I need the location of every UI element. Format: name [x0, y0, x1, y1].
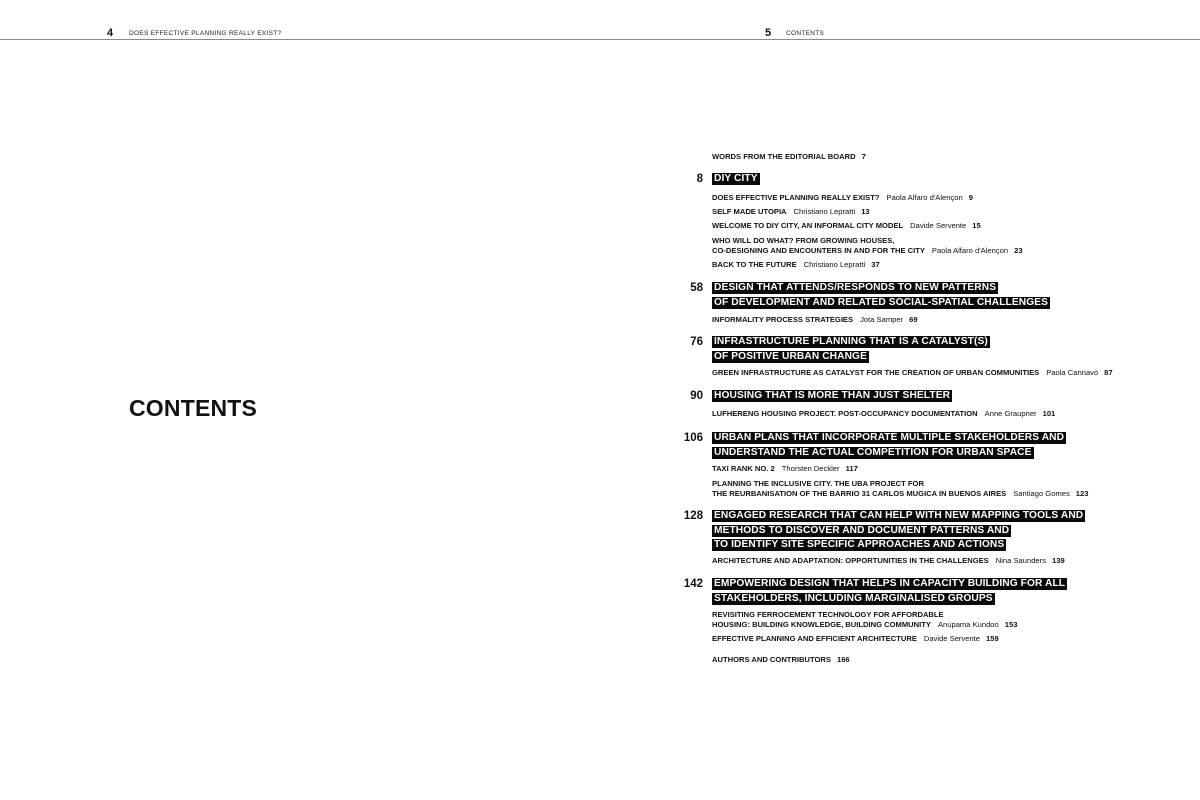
- toc-entry-page: 23: [1014, 246, 1023, 255]
- section-title-highlight: DESIGN THAT ATTENDS/RESPONDS TO NEW PATTERNS: [714, 282, 997, 293]
- section-title-line: [712, 524, 1085, 539]
- toc-entry-author: Paola Alfaro d'Alençon: [931, 246, 1009, 255]
- section-title: [712, 577, 1067, 606]
- toc-entry-page: 166: [836, 655, 850, 664]
- section-number: 8: [696, 173, 703, 185]
- section-title-line: [712, 509, 1085, 524]
- section-title-line: [712, 281, 1050, 296]
- toc-entry-title: EFFECTIVE PLANNING AND EFFICIENT ARCHITECTURE Davide Servente 159: [712, 634, 999, 643]
- toc-entry-page: 123: [1075, 489, 1089, 498]
- toc-entry-page: 69: [909, 315, 918, 324]
- section-title-line: [712, 592, 1067, 607]
- toc-entry-author: Anne Graupner: [984, 409, 1037, 418]
- toc-entry-author: Nina Saunders: [995, 556, 1046, 565]
- toc-entry[interactable]: [712, 556, 1065, 566]
- toc-entry-page: 37: [871, 260, 880, 269]
- section-title-line: [712, 296, 1050, 311]
- toc-entry[interactable]: [712, 479, 1088, 499]
- toc-entry-title: WELCOME TO DIY CITY, AN INFORMAL CITY MODEL Davide Servente 15: [712, 221, 981, 230]
- section-title-highlight: UNDERSTAND THE ACTUAL COMPETITION FOR URBAN SPACE: [714, 446, 1032, 458]
- section-title-highlight: OF DEVELOPMENT AND RELATED SOCIAL-SPATIAL CHALLENGES: [714, 296, 1049, 308]
- section-title-line: [712, 350, 990, 365]
- section-title-highlight: TO IDENTIFY SITE SPECIFIC APPROACHES AND ACTIONS: [714, 539, 1005, 550]
- toc-entry-title: DOES EFFECTIVE PLANNING REALLY EXIST? Paola Alfaro d'Alençon 9: [712, 193, 973, 202]
- section-number: 90: [690, 390, 703, 402]
- toc-entry-author: Davide Servente: [910, 221, 967, 230]
- section-title-highlight: HOUSING THAT IS MORE THAN JUST SHELTER: [714, 390, 951, 401]
- toc-entry-title: LUFHERENG HOUSING PROJECT. POST-OCCUPANCY DOCUMENTATION Anne Graupner 101: [712, 409, 1056, 418]
- toc-entry-author: Paola Cannavò: [1046, 368, 1099, 377]
- header-rule: [0, 39, 1200, 40]
- section-title-highlight: DIY CITY: [714, 173, 758, 184]
- section-title-line: [712, 335, 990, 350]
- section-number: 76: [690, 336, 703, 348]
- section-title-line: [712, 172, 760, 187]
- section-title-line: [712, 446, 1066, 461]
- left-running-head: DOES EFFECTIVE PLANNING REALLY EXIST?: [129, 30, 282, 37]
- toc-entry[interactable]: [712, 207, 870, 217]
- toc-entry-title: CO-DESIGNING AND ENCOUNTERS IN AND FOR THE CITY Paola Alfaro d'Alençon 23: [712, 246, 1023, 255]
- toc-entry-page: 139: [1052, 556, 1065, 565]
- toc-entry-title: SELF MADE UTOPIA Christiano Lepratti 13: [712, 207, 870, 216]
- section-title: [712, 281, 1050, 310]
- toc-entry[interactable]: [712, 193, 973, 203]
- section-title-highlight: EMPOWERING DESIGN THAT HELPS IN CAPACITY BUILDING FOR ALL: [714, 578, 1066, 589]
- right-running-head: CONTENTS: [786, 30, 825, 37]
- toc-entry[interactable]: [712, 368, 1113, 378]
- toc-entry-title: WORDS FROM THE EDITORIAL BOARD 7: [712, 152, 866, 161]
- toc-entry-page: 9: [968, 193, 973, 202]
- toc-entry-title: PLANNING THE INCLUSIVE CITY. THE UBA PROJECT FOR: [712, 479, 924, 488]
- toc-entry-author: Thorsten Deckler: [781, 464, 840, 473]
- toc-entry-title: BACK TO THE FUTURE Christiano Lepratti 37: [712, 260, 880, 269]
- toc-entry-author: Christiano Lepratti: [803, 260, 866, 269]
- section-number: 106: [683, 432, 703, 444]
- toc-entry-title: INFORMALITY PROCESS STRATEGIES Jota Samper 69: [712, 315, 918, 324]
- section-number: 142: [683, 578, 703, 590]
- toc-entry-title: GREEN INFRASTRUCTURE AS CATALYST FOR THE CREATION OF URBAN COMMUNITIES Paola Cannavò 87: [712, 368, 1113, 377]
- section-title: [712, 389, 952, 404]
- section-title: [712, 431, 1066, 460]
- toc-entry[interactable]: [712, 634, 999, 644]
- toc-entry-title: REVISITING FERROCEMENT TECHNOLOGY FOR AFFORDABLE: [712, 610, 944, 619]
- toc-entry-page: 153: [1004, 620, 1018, 629]
- toc-entry-author: Christiano Lepratti: [793, 207, 856, 216]
- toc-entry-author: Anupama Kundoo: [937, 620, 999, 629]
- section-title-line: [712, 431, 1066, 446]
- toc-entry-title: ARCHITECTURE AND ADAPTATION: OPPORTUNITIES IN THE CHALLENGES Nina Saunders 139: [712, 556, 1065, 565]
- right-folio: 5: [765, 27, 772, 39]
- toc-entry[interactable]: [712, 260, 880, 270]
- section-title-line: [712, 577, 1067, 592]
- toc-entry-title: TAXI RANK NO. 2 Thorsten Deckler 117: [712, 464, 858, 473]
- page-title: CONTENTS: [129, 395, 258, 421]
- toc-entry[interactable]: [712, 409, 1055, 419]
- toc-entry[interactable]: [712, 655, 850, 665]
- section-title-line: [712, 389, 952, 404]
- section-title: [712, 172, 760, 187]
- toc-entry-title: THE REURBANISATION OF THE BARRIO 31 CARLOS MUGICA IN BUENOS AIRES Santiago Gomes 123: [712, 489, 1089, 498]
- toc-entry-page: 101: [1042, 409, 1056, 418]
- toc-entry-author: Jota Samper: [860, 315, 904, 324]
- toc-entry[interactable]: [712, 610, 1017, 630]
- toc-entry-author: Santiago Gomes: [1013, 489, 1070, 498]
- toc-entry-page: 7: [861, 152, 866, 161]
- section-title-highlight: ENGAGED RESEARCH THAT CAN HELP WITH NEW MAPPING TOOLS AND: [714, 510, 1084, 521]
- section-title-highlight: URBAN PLANS THAT INCORPORATE MULTIPLE STAKEHOLDERS AND: [714, 432, 1065, 443]
- section-number: 128: [683, 510, 703, 522]
- toc-entry-page: 87: [1104, 368, 1113, 377]
- section-title-line: [712, 538, 1085, 553]
- section-title-highlight: METHODS TO DISCOVER AND DOCUMENT PATTERNS AND: [714, 524, 1010, 536]
- toc-entry[interactable]: [712, 221, 981, 231]
- toc-entry-author: Paola Alfaro d'Alençon: [886, 193, 963, 202]
- section-title-highlight: INFRASTRUCTURE PLANNING THAT IS A CATALYST(S): [714, 336, 988, 347]
- section-title: [712, 509, 1085, 553]
- toc-entry[interactable]: [712, 315, 918, 325]
- section-title-highlight: OF POSITIVE URBAN CHANGE: [714, 350, 867, 362]
- toc-entry-page: 13: [861, 207, 870, 216]
- toc-entry-author: Davide Servente: [923, 634, 981, 643]
- section-title: [712, 335, 990, 364]
- section-title-highlight: STAKEHOLDERS, INCLUDING MARGINALISED GROUPS: [714, 592, 993, 604]
- toc-entry[interactable]: [712, 236, 1023, 256]
- left-folio: 4: [107, 27, 114, 39]
- toc-entry[interactable]: [712, 152, 866, 162]
- toc-entry-title: AUTHORS AND CONTRIBUTORS 166: [712, 655, 850, 664]
- toc-entry-title: WHO WILL DO WHAT? FROM GROWING HOUSES,: [712, 236, 895, 245]
- section-number: 58: [690, 282, 703, 294]
- toc-entry-page: 117: [845, 464, 858, 473]
- toc-entry-page: 15: [972, 221, 981, 230]
- toc-entry[interactable]: [712, 464, 858, 474]
- toc-entry-page: 159: [986, 634, 999, 643]
- toc-entry-title: HOUSING: BUILDING KNOWLEDGE, BUILDING COMMUNITY Anupama Kundoo 153: [712, 620, 1018, 629]
